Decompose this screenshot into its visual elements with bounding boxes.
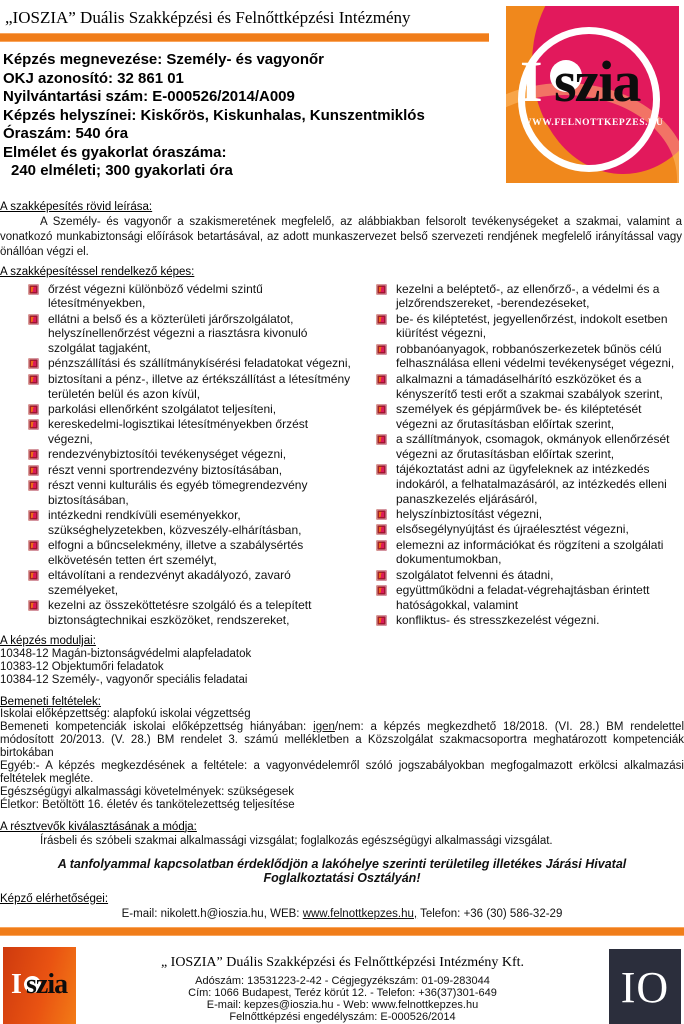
logo-letter-i: I bbox=[520, 49, 543, 114]
capabilities-heading: A szakképesítéssel rendelkező képes: bbox=[0, 265, 195, 278]
logo-bullet-icon bbox=[28, 449, 39, 460]
logo-bullet-icon bbox=[376, 404, 387, 415]
course-name: Képzés megnevezése: Személy- és vagyonőr bbox=[3, 51, 324, 68]
logo-website: WWW.FELNOTTKEPZES.HU bbox=[522, 118, 664, 128]
logo-bullet-icon bbox=[376, 434, 387, 445]
modules-section bbox=[0, 635, 684, 686]
footer-logo-letters-szia: szia bbox=[26, 968, 68, 1000]
logo-bullet-icon bbox=[376, 570, 387, 581]
footer bbox=[0, 947, 684, 1024]
logo-bullet-icon bbox=[28, 314, 39, 325]
logo-bullet-icon bbox=[28, 600, 39, 611]
registry-number: Nyilvántartási szám: E-000526/2014/A009 bbox=[3, 88, 295, 105]
capability-item: együttműködni a feladat-végrehajtásban érintett hatóságokkal, valamint bbox=[376, 583, 684, 613]
capability-item: robbanóanyagok, robbanószerkezetek bűnös célú felhasználása elleni védelmi tevékenységet végezni, bbox=[376, 342, 684, 372]
capability-item: szolgálatot felvenni és átadni, bbox=[376, 568, 684, 583]
logo-bullet-icon bbox=[28, 374, 39, 385]
website-link[interactable]: www.felnottkepzes.hu, bbox=[302, 907, 418, 920]
capability-item: pénzszállítási és szállítmánykísérési feladatokat végezni, bbox=[28, 356, 352, 371]
logo-bullet-icon bbox=[28, 480, 39, 491]
capability-item: eltávolítani a rendezvényt akadályozó, zavaró személyeket, bbox=[28, 568, 352, 598]
logo-bullet-icon bbox=[28, 358, 39, 369]
footer-tax-line: Adószám: 13531223-2-42 - Cégjegyzékszám: 01-09-283044 bbox=[195, 974, 490, 987]
theory-practice-hours: 240 elméleti; 300 gyakorlati óra bbox=[11, 162, 233, 179]
capability-item: kezelni a beléptető-, az ellenőrző-, a védelmi és a jelzőrendszereket, -berendezéseket, bbox=[376, 282, 684, 312]
footer-address-line: Cím: 1066 Budapest, Teréz körút 12. - Telefon: +36(37)301-649 bbox=[188, 986, 497, 999]
logo-bullet-icon bbox=[376, 344, 387, 355]
logo-bullet-icon bbox=[28, 284, 39, 295]
ioszia-logo bbox=[506, 6, 679, 183]
logo-bullet-icon bbox=[28, 540, 39, 551]
entry-heading: Bemeneti feltételek: bbox=[0, 695, 102, 708]
logo-bullet-icon bbox=[376, 314, 387, 325]
modules-heading: A képzés moduljai: bbox=[0, 635, 96, 648]
footer-divider bbox=[0, 927, 684, 936]
logo-bullet-icon bbox=[28, 465, 39, 476]
footer-email-line: E-mail: kepzes@ioszia.hu - Web: www.felnottkepzes.hu bbox=[206, 998, 479, 1011]
logo-bullet-icon bbox=[28, 419, 39, 430]
capabilities-left-column bbox=[0, 282, 352, 629]
selection-section bbox=[0, 821, 684, 848]
capability-item: rendezvénybiztosítói tevékenységet végezni, bbox=[28, 447, 352, 462]
okj-id: OKJ azonosító: 32 861 01 bbox=[3, 69, 184, 87]
capabilities-section bbox=[0, 266, 684, 629]
logo-bullet-icon bbox=[376, 509, 387, 520]
logo-bullet-icon bbox=[376, 374, 387, 385]
logo-bullet-icon bbox=[28, 570, 39, 581]
contact-line: E-mail: nikolett.h@ioszia.hu, WEB: www.felnottkepzes.hu, Telefon: +36 (30) 586-32-29 bbox=[121, 907, 563, 920]
theory-practice-label: Elmélet és gyakorlat óraszáma: bbox=[3, 143, 227, 161]
footer-logo-letter-i: I bbox=[11, 968, 22, 1000]
capability-item: be- és kiléptetést, jegyellenőrzést, indokolt esetben kiürítést végezni, bbox=[376, 312, 684, 342]
header-divider bbox=[0, 33, 489, 42]
entry-health: Egészségügyi alkalmassági követelmények: szükségesek bbox=[0, 785, 295, 798]
module-item: 10348-12 Magán-biztonságvédelmi alapfeladatok bbox=[0, 648, 252, 661]
logo-bullet-icon bbox=[376, 284, 387, 295]
description-heading: A szakképesítés rövid leírása: bbox=[0, 200, 153, 213]
capability-item: parkolási ellenőrként szolgálatot teljesíteni, bbox=[28, 402, 352, 417]
entry-age: Életkor: Betöltött 16. életév és tankötelezettség teljesítése bbox=[0, 798, 295, 811]
logo-bullet-icon bbox=[28, 404, 39, 415]
module-item: 10384-12 Személy-, vagyonőr speciális feladatai bbox=[0, 673, 248, 686]
capability-item: részt venni kulturális és egyéb tömegrendezvény biztosításában, bbox=[28, 478, 352, 508]
capability-item: elfogni a bűncselekmény, illetve a szabálysértés elkövetésén tetten ért személyt, bbox=[28, 538, 352, 568]
entry-competencies: Bemeneti kompetenciák iskolai előképzettség hiányában: igen/nem: a képzés megkezdhető 18/2018. (VI. 28.) BM rendelettel módosított 20/2013. (V. 28.) BM rendelet 3. számú mellékletben a Közszolgálat szakmacsoportra meghatározott kompetenciák birtokában bbox=[0, 720, 684, 759]
capability-item: kereskedelmi-logisztikai létesítményekben őrzést végezni, bbox=[28, 417, 352, 447]
capabilities-right-column bbox=[352, 282, 684, 629]
description-paragraph: A Személy- és vagyonőr a szakismeretének megfelelő, az alábbiakban felsorolt tevékenységeket a szakmai, valamint a vonatkozó munkabiztonsági előírások betartásával, az adott munkaszervezet belső szervezeti rendjének megfelelő irányítással vagy önállóan végzi el. bbox=[0, 215, 682, 258]
course-locations: Képzés helyszínei: Kiskőrös, Kiskunhalas, Kunszentmiklós bbox=[3, 106, 425, 124]
capability-item: elemezni az információkat és rögzíteni a szolgálati dokumentumokban, bbox=[376, 538, 684, 568]
footer-license-line: Felnőttképzési engedélyszám: E-000526/2014 bbox=[229, 1010, 456, 1023]
capability-item: személyek és gépjárművek be- és kiléptetését végezni az őrutasításban előírtak szerint, bbox=[376, 402, 684, 432]
logo-bullet-icon bbox=[376, 540, 387, 551]
capability-item: intézkedni rendkívüli eseményekkor, szükséghelyzetekben, közveszély-elhárításban, bbox=[28, 508, 352, 538]
logo-bullet-icon bbox=[376, 524, 387, 535]
capability-item: helyszínbiztosítást végezni, bbox=[376, 507, 684, 522]
footer-company-info bbox=[76, 947, 609, 1023]
logo-wordmark bbox=[520, 49, 670, 114]
capability-item: a szállítmányok, csomagok, okmányok ellenőrzését végezni az őrutasításban előírtak szerint, bbox=[376, 432, 684, 462]
capability-item: biztosítani a pénz-, illetve az értékszállítást a létesítmény területén belül és azon kívül, bbox=[28, 372, 352, 402]
selection-heading: A résztvevők kiválasztásának a módja: bbox=[0, 820, 197, 833]
module-item: 10383-12 Objektumőri feladatok bbox=[0, 660, 164, 673]
logo-bullet-icon bbox=[376, 615, 387, 626]
entry-other: Egyéb:- A képzés megkezdésének a feltétele: a vagyonvédelemről szóló jogszabályokban megfogalmazott erkölcsi alkalmazási feltételek megléte. bbox=[0, 759, 684, 785]
institute-title: „IOSZIA” Duális Szakképzési és Felnőttképzési Intézmény bbox=[5, 8, 411, 27]
capability-item: elsősegélynyújtást és újraélesztést végezni, bbox=[376, 522, 684, 537]
logo-letters-szia: szia bbox=[554, 49, 640, 114]
capability-item: alkalmazni a támadáselhárító eszközöket és a kényszerítő testi erőt a szakmai szabályok szerint, bbox=[376, 372, 684, 402]
footer-ioszia-logo bbox=[3, 947, 76, 1024]
description-section bbox=[0, 201, 684, 260]
entry-requirements-section bbox=[0, 696, 684, 812]
capability-item: konfliktus- és stresszkezelést végezni. bbox=[376, 613, 684, 628]
capability-item: részt venni sportrendezvény biztosításában, bbox=[28, 463, 352, 478]
capability-item: tájékoztatást adni az ügyfeleknek az intézkedés indokáról, a felhatalmazásáról, az intézkedés elleni panaszkezelés eljárásáról, bbox=[376, 462, 684, 506]
entry-school-level: Iskolai előképzettség: alapfokú iskolai végzettség bbox=[0, 707, 251, 720]
logo-bullet-icon bbox=[376, 464, 387, 475]
footer-company-name: „ IOSZIA” Duális Szakképzési és Felnőttképzési Intézmény Kft. bbox=[160, 954, 525, 970]
capabilities-columns bbox=[0, 282, 684, 629]
contact-heading: Képző elérhetőségei: bbox=[0, 892, 109, 905]
course-hours: Óraszám: 540 óra bbox=[3, 125, 129, 142]
job-office-notice: A tanfolyammal kapcsolatban érdeklődjön a lakóhelye szerinti területileg illetékes Járási Hivatal Foglalkoztatási Osztályán! bbox=[57, 856, 627, 886]
capability-item: őrzést végezni különböző védelmi szintű létesítményekben, bbox=[28, 282, 352, 312]
capability-item: kezelni az összeköttetésre szolgáló és a telepített biztonságtechnikai eszközöket, rendszereket, bbox=[28, 598, 352, 628]
igen-underlined: igen bbox=[313, 720, 335, 733]
contact-section bbox=[0, 893, 684, 921]
capability-item: ellátni a belső és a közterületi járőrszolgálatot, helyszínellenőrzést végezni a riasztásra kivonuló szolgálat tagjaként, bbox=[28, 312, 352, 356]
footer-io-monogram: IO bbox=[609, 949, 681, 1024]
logo-bullet-icon bbox=[376, 585, 387, 596]
logo-bullet-icon bbox=[28, 510, 39, 521]
selection-body: Írásbeli és szóbeli szakmai alkalmassági vizsgálat; foglalkozás egészségügyi alkalmassági vizsgálat. bbox=[40, 834, 553, 847]
